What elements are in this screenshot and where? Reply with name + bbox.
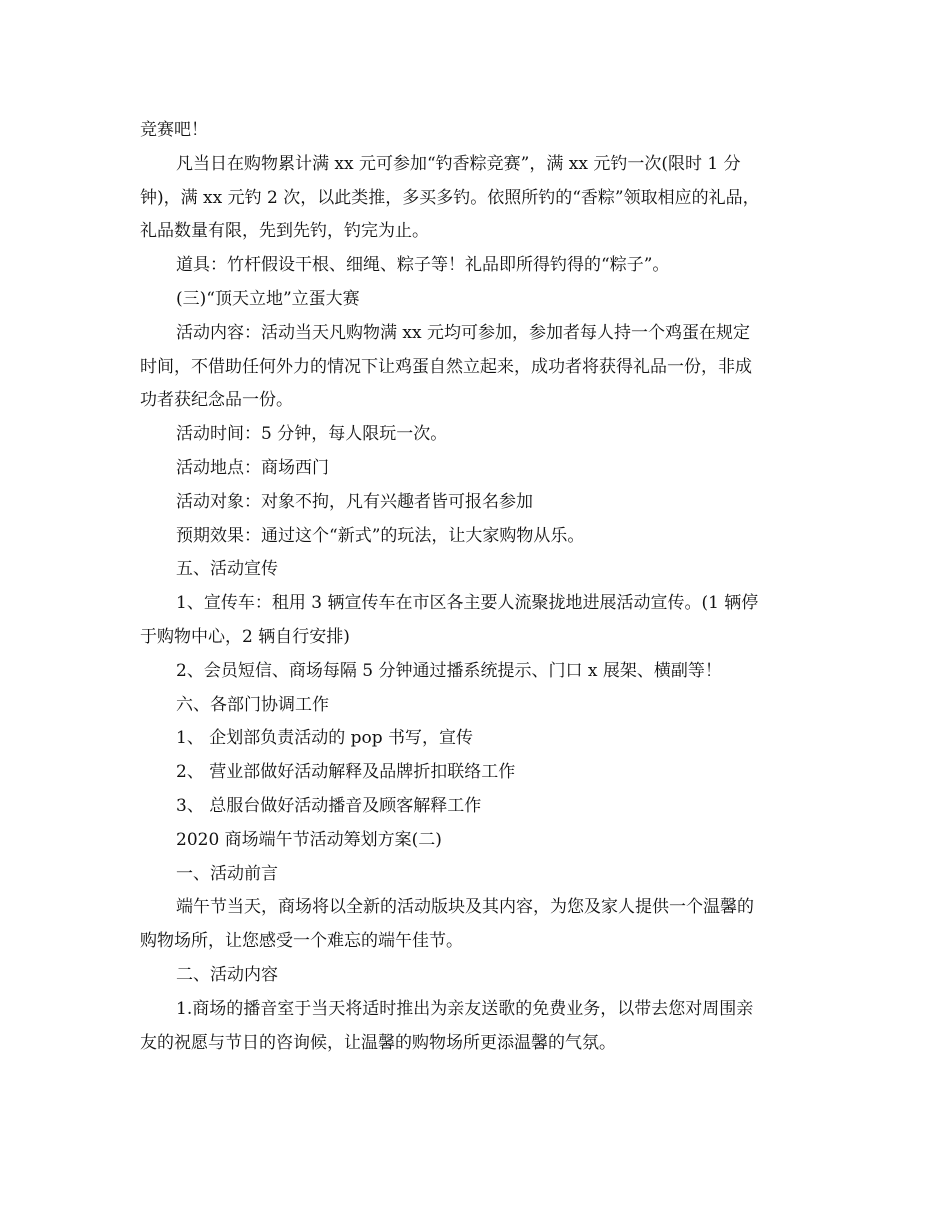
text-line: 时间，不借助任何外力的情况下让鸡蛋自然立起来，成功者将获得礼品一份，非成 — [140, 356, 752, 377]
text-line: 于购物中心，2 辆自行安排) — [140, 626, 350, 647]
text-line: 钟)，满 xx 元钓 2 次，以此类推，多买多钓。依照所钓的“香粽”领取相应的礼品， — [140, 187, 760, 208]
text-line: 道具：竹杆假设干根、细绳、粽子等！礼品即所得钓得的“粽子”。 — [176, 255, 670, 276]
text-line: 二、活动内容 — [176, 964, 278, 985]
text-line: 1.商场的播音室于当天将适时推出为亲友送歌的免费业务，以带去您对周围亲 — [176, 998, 754, 1019]
text-line: 五、活动宣传 — [176, 559, 278, 580]
text-line: 2、 营业部做好活动解释及品牌折扣联络工作 — [176, 762, 516, 783]
text-line: 2、会员短信、商场每隔 5 分钟通过播系统提示、门口 x 展架、横副等！ — [176, 660, 722, 681]
text-line: 友的祝愿与节日的咨询候，让温馨的购物场所更添温馨的气氛。 — [140, 1032, 616, 1053]
text-line: 功者获纪念品一份。 — [140, 390, 293, 411]
text-line: 1、宣传车：租用 3 辆宣传车在市区各主要人流聚拢地进展活动宣传。(1 辆停 — [176, 593, 759, 614]
text-line: 购物场所，让您感受一个难忘的端午佳节。 — [140, 931, 463, 952]
text-line: 竞赛吧！ — [140, 120, 208, 140]
text-line: 活动内容：活动当天凡购物满 xx 元均可参加，参加者每人持一个鸡蛋在规定 — [176, 322, 750, 343]
text-line: 活动时间：5 分钟，每人限玩一次。 — [176, 424, 448, 445]
text-line: 礼品数量有限，先到先钓，钓完为止。 — [140, 221, 429, 242]
text-line: (三)“顶天立地”立蛋大赛 — [176, 288, 360, 309]
text-line: 活动地点：商场西门 — [176, 457, 329, 478]
text-line: 端午节当天，商场将以全新的活动版块及其内容，为您及家人提供一个温馨的 — [176, 897, 754, 918]
text-line: 3、 总服台做好活动播音及顾客解释工作 — [176, 795, 482, 816]
text-line: 活动对象：对象不拘，凡有兴趣者皆可报名参加 — [176, 491, 533, 512]
text-line: 凡当日在购物累计满 xx 元可参加“钓香粽竞赛”，满 xx 元钓一次(限时 1 分 — [176, 153, 741, 174]
text-line: 预期效果：通过这个“新式”的玩法，让大家购物从乐。 — [176, 525, 585, 546]
text-line: 一、活动前言 — [176, 863, 278, 884]
document-body — [140, 114, 820, 1060]
text-line: 1、 企划部负责活动的 pop 书写，宣传 — [176, 728, 474, 749]
text-line: 2020 商场端午节活动筹划方案(二) — [176, 829, 442, 850]
text-line: 六、各部门协调工作 — [176, 694, 329, 715]
